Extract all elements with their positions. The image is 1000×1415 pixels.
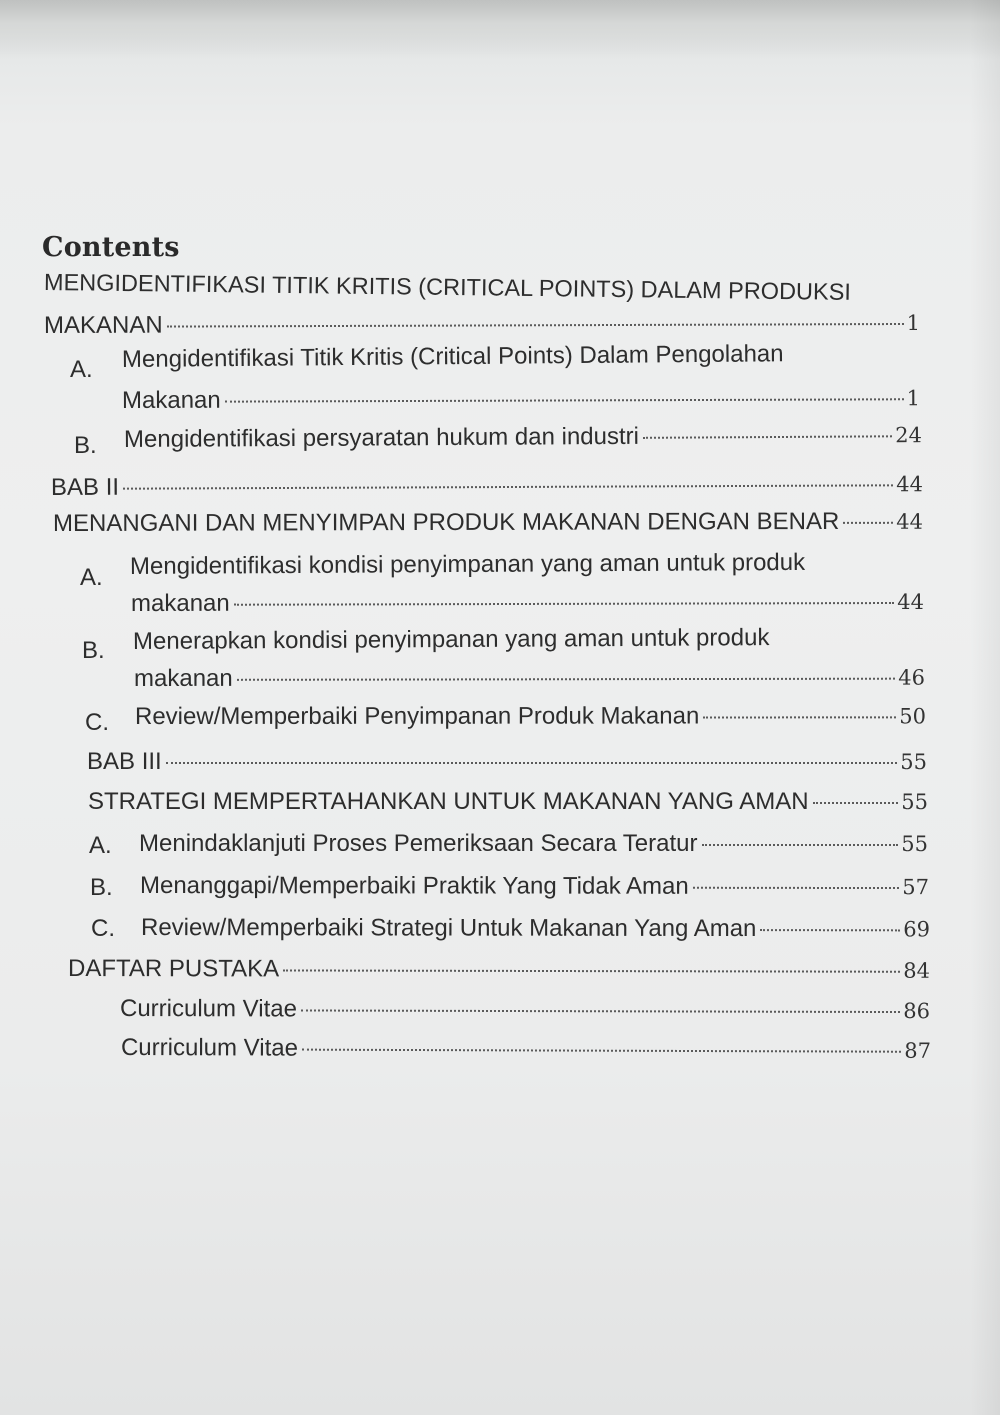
dot-leader [843,522,893,524]
toc-page-number: 57 [902,875,930,900]
dot-leader [225,398,904,402]
toc-entry-line1: Mengidentifikasi Titik Kritis (Critical Points) Dalam Pengolahan [121,340,784,373]
toc-entry-title: MAKANAN [43,311,163,339]
toc-entry[interactable] [121,1034,931,1065]
toc-entry-letter: A. [70,356,93,383]
dot-leader [302,1049,901,1053]
contents-heading: Contents [42,232,180,263]
toc-entry[interactable] [51,470,923,502]
toc-entry-title: Mengidentifikasi persyaratan hukum dan industri [123,422,640,453]
dot-leader [166,762,898,764]
dot-leader [123,484,893,489]
toc-entry-title: Menindaklanjuti Proses Pemeriksaan Secara Teratur [139,830,698,857]
toc-entry-letter: A. [89,832,112,859]
toc-entry-title: Menanggapi/Memperbaiki Praktik Yang Tidak Aman [139,872,689,900]
toc-page-number: 55 [900,750,927,774]
toc-entry-title: STRATEGI MEMPERTAHANKAN UNTUK MAKANAN YANG AMAN [88,788,809,815]
toc-entry[interactable] [44,309,920,340]
toc-entry-title: BAB II [50,473,120,501]
toc-page-number: 86 [903,999,931,1024]
toc-entry[interactable] [131,588,924,618]
toc-page-number: 44 [897,589,925,614]
toc-entry-title: Curriculum Vitae [120,1034,299,1062]
toc-page-number: 24 [895,423,923,448]
dot-leader [167,323,904,328]
dot-leader [234,602,895,606]
toc-entry[interactable] [140,872,929,901]
toc-entry-letter: A. [80,564,103,591]
toc-entry[interactable] [88,788,928,816]
toc-entry-line1: MENGIDENTIFIKASI TITIK KRITIS (CRITICAL POINTS) DALAM PRODUKSI [43,269,852,305]
toc-page-number: 87 [904,1038,932,1063]
toc-page-number: 50 [899,704,927,729]
toc-entry[interactable] [122,384,920,415]
toc-entry-title: DAFTAR PUSTAKA [67,955,280,983]
toc-page-number: 1 [906,386,921,411]
toc-entry[interactable] [53,508,923,538]
toc-entry-title: Curriculum Vitae [119,995,297,1023]
dot-leader [237,678,896,681]
dot-leader [813,802,899,804]
toc-entry-line1: Mengidentifikasi kondisi penyimpanan yang aman untuk produk [129,548,806,580]
toc-entry[interactable] [139,830,928,858]
toc-entry-title: MENANGANI DAN MENYIMPAN PRODUK MAKANAN DENGAN BENAR [52,507,840,537]
toc-entry-letter: B. [74,432,97,459]
toc-page-number: 84 [903,958,931,983]
toc-page-number: 55 [901,832,928,856]
toc-entry[interactable] [135,702,926,731]
toc-page-number: 46 [898,665,926,690]
toc-entry[interactable] [134,664,925,693]
toc-entry[interactable] [124,421,922,454]
toc-page-number: 55 [901,790,928,814]
toc-entry-letter: B. [82,637,105,664]
toc-page-number: 44 [896,472,924,497]
toc-entry-title: makanan [133,664,233,692]
toc-entry-title: BAB III [87,748,162,775]
toc-entry-letter: B. [90,874,113,901]
toc-page-number: 69 [903,917,931,942]
dot-leader [283,969,900,972]
dot-leader [703,716,896,718]
dot-leader [301,1009,900,1013]
toc-entry[interactable] [68,955,930,985]
toc-entry-title: makanan [130,589,230,617]
dot-leader [760,929,900,931]
dot-leader [702,844,899,846]
toc-entry[interactable] [120,995,930,1025]
toc-entry-title: Review/Memperbaiki Penyimpanan Produk Makanan [134,702,700,730]
toc-entry[interactable] [141,914,930,943]
toc-entry-letter: C. [91,915,115,942]
toc-entry[interactable] [87,748,927,776]
toc-page-number: 1 [906,310,921,335]
toc-entry-title: Review/Memperbaiki Strategi Untuk Makanan Yang Aman [140,914,757,943]
toc-entry-title: Makanan [121,386,221,414]
dot-leader [643,435,892,439]
toc-entry-letter: C. [85,709,109,736]
dot-leader [693,887,900,889]
toc-page-number: 44 [896,509,924,534]
toc-entry-line1: Menerapkan kondisi penyimpanan yang aman untuk produk [132,624,770,655]
